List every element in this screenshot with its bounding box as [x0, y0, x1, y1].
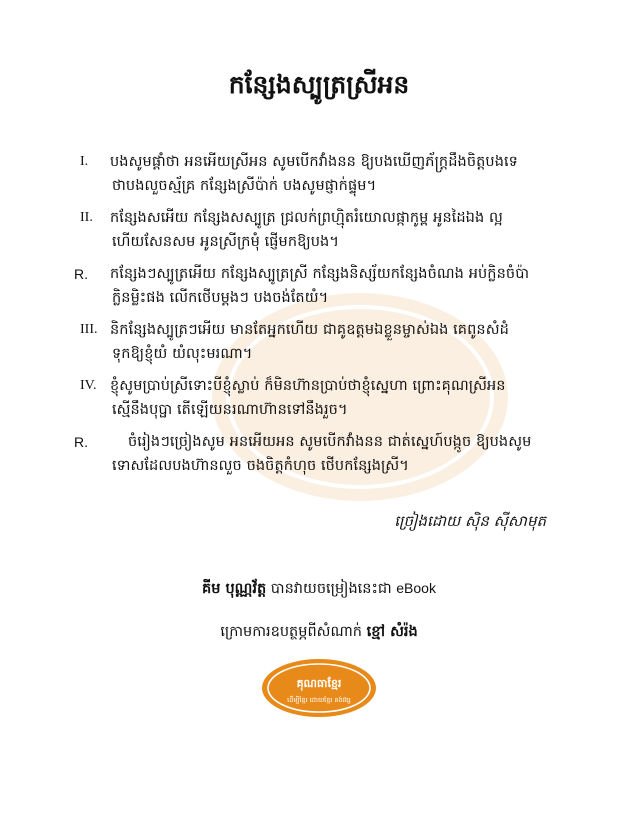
verse-line: ក្លិនម្លិះផង លើកថើបម្តងៗ បងចង់តែយំ។ — [112, 290, 329, 306]
lyrics — [74, 150, 550, 486]
verse-line: និកន្សែងស្បូត្រៗអើយ មានតែអ្នកហើយ ជាគូឧត្តមឯខ្លួនម្ចាស់ឯង គេពូនសំដំ — [110, 322, 509, 338]
verse-number: IV. — [80, 378, 97, 393]
sponsor-name: ខ្មៅ សំរ៉ង — [366, 624, 418, 640]
verse-line: កន្សែងសអើយ កន្សែងសស្បូត្រ ជ្រលក់ព្រហ្ម៉ិតរំយោលផ្កាកូម្ព អូនដៃឯង ល្អ — [110, 210, 503, 226]
publisher-logo — [261, 658, 377, 718]
typist-text: បានវាយចម្រៀងនេះជា — [270, 581, 392, 597]
singer-credit: ច្រៀងដោយ ស៊ិន ស៊ីសាមុត — [394, 512, 546, 530]
refrain-2 — [74, 430, 550, 478]
typist-name: គីម បុណ្ណវ័ត្ត — [202, 581, 267, 597]
verse-line: ស្មើនឹងបុប្ផា តើឡើយនរណាហ៊ានទៅនឹងរួច។ — [112, 402, 348, 418]
verse-line: ទុកឱ្យខ្ញុំយំ យំលុះមរណា។ — [112, 346, 253, 362]
sponsor-credit — [0, 623, 638, 644]
verse-line: ហើយសែនសម អូនស្រីក្រមុំ ផ្ញើមកឱ្យបង។ — [112, 234, 340, 250]
verse-line: បងសូមផ្តាំថា អនអើយស្រីអន សូមបើកវាំងនន ឱ្យបងឃើញភ័ក្រ្តដឹងចិត្តបងទេ — [110, 154, 518, 170]
verse-number: R. — [74, 266, 88, 282]
verse-line: កន្សែងៗស្បូត្រអើយ កន្សែងស្បូត្រស្រី កន្សែងនិស្ស័យកន្សែងចំណង អប់ក្លិនចំប៉ា — [110, 266, 530, 282]
verse-line: ខ្ញុំសូមប្រាប់ស្រីទោះបីខ្ញុំស្លាប់ ក៏មិនហ៊ានប្រាប់ថាខ្ញុំស្នេហា ព្រោះគុណស្រីអន — [110, 378, 506, 394]
logo-text: គុណធាខ្មែរ — [296, 677, 342, 690]
verse-2 — [80, 206, 550, 254]
ebook-label: eBook — [396, 580, 436, 596]
verse-number: I. — [80, 154, 89, 169]
verse-line: ចំរៀងៗច្រៀងសូម អនអើយអន សូមបើកវាំងនន ជាត់ស្នេហ៍បង្កូច ឱ្យបងសូម — [128, 434, 532, 450]
refrain-1 — [74, 262, 550, 310]
verse-number: II. — [80, 210, 93, 225]
logo-subtext: ដើម្បីខ្មែរ ដោយខ្មែរ គង់វង្ស — [287, 696, 351, 704]
typist-credit — [0, 580, 638, 601]
verse-4 — [80, 374, 550, 422]
verse-number: R. — [74, 434, 88, 450]
verse-1 — [80, 150, 550, 198]
sponsor-text: ក្រោមការឧបត្ថម្ភពីសំណាក់ — [220, 624, 362, 640]
verse-3 — [80, 318, 550, 366]
song-title: កន្សែងស្បូត្រស្រីអន — [228, 70, 410, 99]
verse-line: ទោសដែលបងហ៊ានលួច ចងចិត្តកំហុច ថើបកន្សែងស្រី។ — [112, 458, 409, 474]
verse-number: III. — [80, 322, 98, 337]
verse-line: ថាបងលួចស្ម័គ្រ កន្សែងស្រីប៉ាក់ បងសូមផ្ញាក់ផ្ទុម។ — [112, 178, 377, 194]
